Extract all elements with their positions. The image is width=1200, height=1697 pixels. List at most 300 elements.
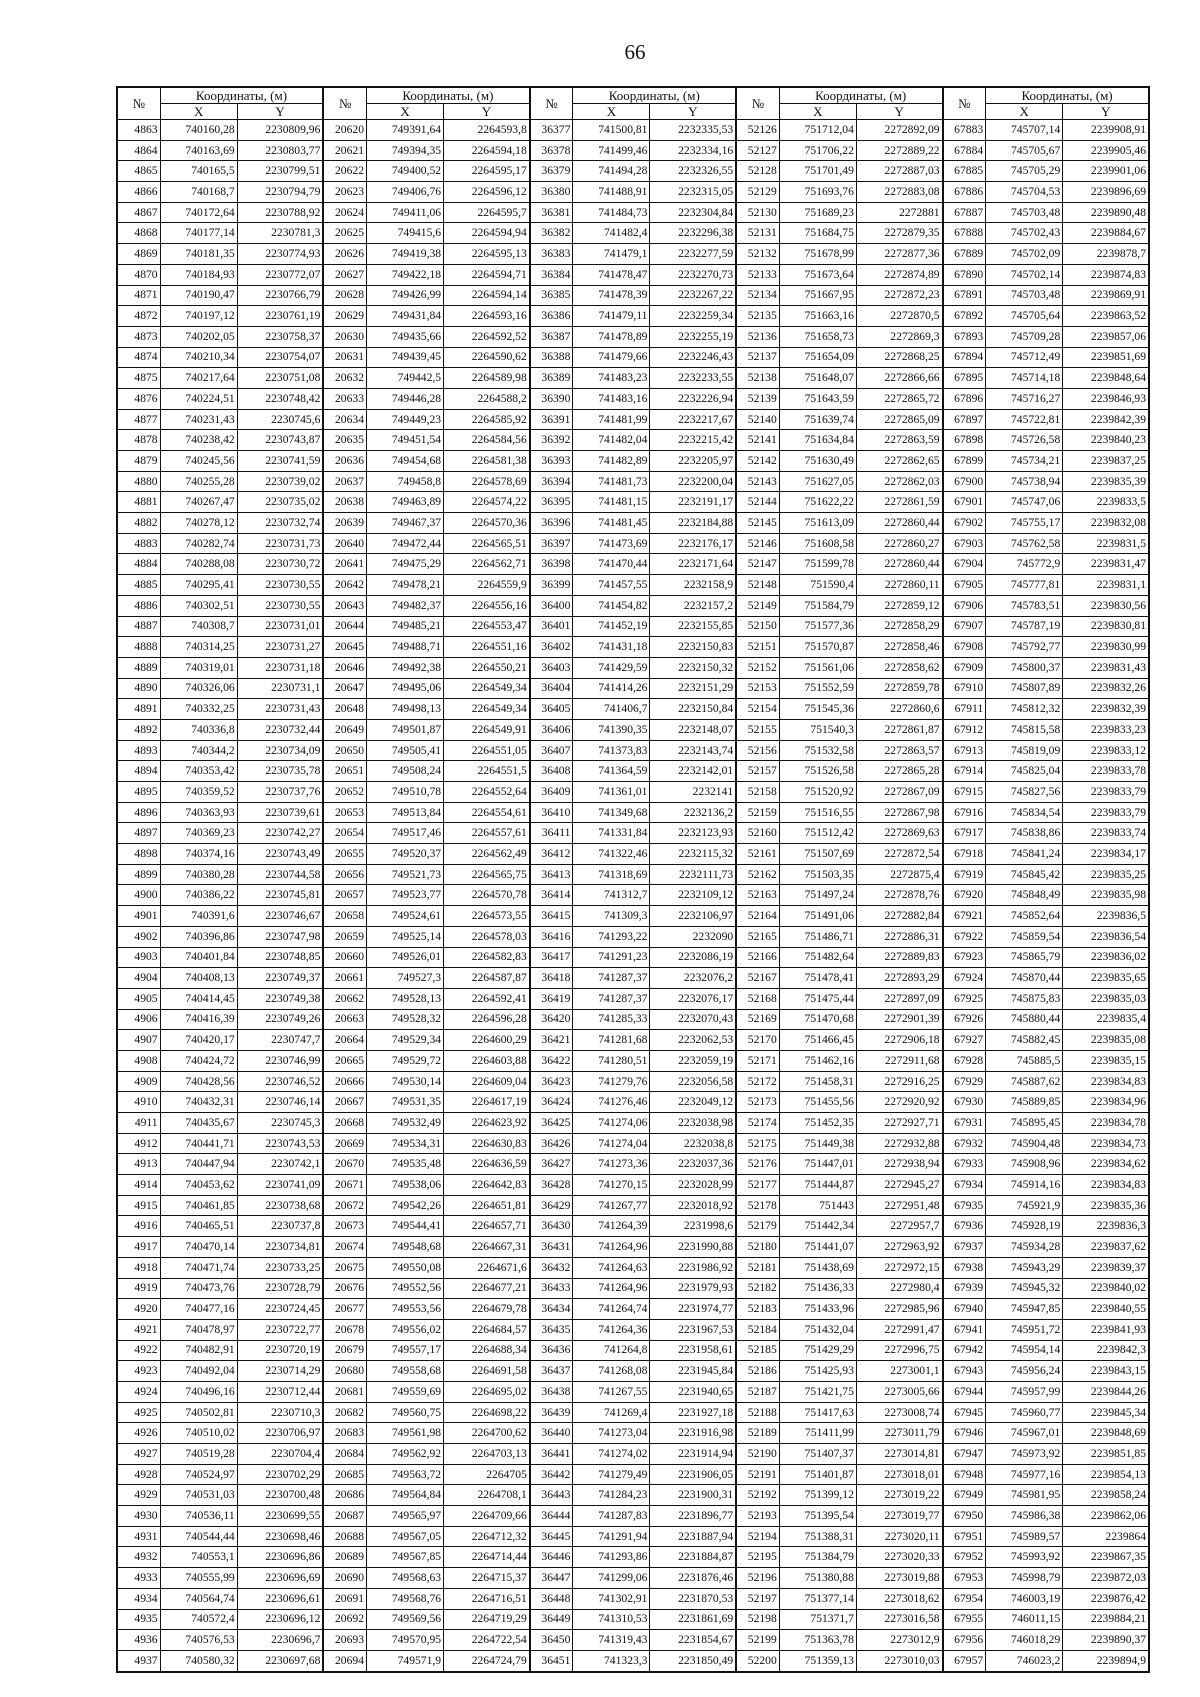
y-coordinate-cell: 2239890,48	[1063, 202, 1149, 223]
x-coordinate-cell: 741276,46	[573, 1092, 650, 1113]
y-coordinate-cell: 2230749,38	[237, 988, 323, 1009]
x-coordinate-cell: 740288,08	[160, 554, 237, 575]
x-coordinate-cell: 741274,04	[573, 1133, 650, 1154]
point-number-cell: 36406	[530, 719, 573, 740]
x-coordinate-cell: 749568,63	[366, 1568, 443, 1589]
table-row	[117, 1464, 1149, 1485]
x-coordinate-cell: 749505,41	[366, 740, 443, 761]
y-coordinate-cell: 2230758,37	[237, 326, 323, 347]
y-coordinate-cell: 2230743,49	[237, 844, 323, 865]
x-coordinate-cell: 740524,97	[160, 1464, 237, 1485]
x-coordinate-cell: 741264,36	[573, 1319, 650, 1340]
y-coordinate-cell: 2239835,15	[1063, 1050, 1149, 1071]
y-coordinate-cell: 2239908,91	[1063, 120, 1149, 141]
table-row	[117, 1588, 1149, 1609]
x-coordinate-cell: 749548,68	[366, 1237, 443, 1258]
x-coordinate-cell: 741287,83	[573, 1506, 650, 1527]
x-coordinate-cell: 749520,37	[366, 844, 443, 865]
point-number-cell: 52200	[736, 1650, 779, 1671]
x-coordinate-cell: 745709,28	[986, 326, 1063, 347]
x-coordinate-cell: 740428,56	[160, 1071, 237, 1092]
y-coordinate-cell: 2231896,77	[650, 1506, 736, 1527]
table-row	[117, 182, 1149, 203]
y-coordinate-cell: 2273005,66	[856, 1381, 942, 1402]
y-coordinate-cell: 2239832,26	[1063, 678, 1149, 699]
point-number-cell: 67886	[943, 182, 986, 203]
y-coordinate-cell: 2231906,05	[650, 1464, 736, 1485]
y-coordinate-cell: 2264553,47	[444, 616, 530, 637]
y-coordinate-cell: 2272889,22	[856, 140, 942, 161]
point-number-cell: 20681	[323, 1381, 366, 1402]
y-coordinate-cell: 2239884,21	[1063, 1609, 1149, 1630]
point-number-cell: 4923	[117, 1361, 160, 1382]
x-coordinate-cell: 741273,04	[573, 1423, 650, 1444]
point-number-cell: 36422	[530, 1050, 573, 1071]
point-number-cell: 52167	[736, 968, 779, 989]
point-number-cell: 36391	[530, 409, 573, 430]
table-row	[117, 699, 1149, 720]
x-coordinate-cell: 749488,71	[366, 637, 443, 658]
x-coordinate-cell: 751401,87	[779, 1464, 856, 1485]
x-coordinate-cell: 749446,28	[366, 388, 443, 409]
point-number-cell: 20654	[323, 823, 366, 844]
point-number-cell: 36421	[530, 1030, 573, 1051]
point-number-cell: 4870	[117, 264, 160, 285]
y-coordinate-cell: 2264636,59	[444, 1154, 530, 1175]
x-coordinate-cell: 741270,15	[573, 1175, 650, 1196]
point-number-cell: 20633	[323, 388, 366, 409]
y-coordinate-cell: 2239831,47	[1063, 554, 1149, 575]
x-coordinate-cell: 745986,38	[986, 1506, 1063, 1527]
x-coordinate-cell: 740163,69	[160, 140, 237, 161]
point-number-cell: 36450	[530, 1630, 573, 1651]
point-number-cell: 4931	[117, 1526, 160, 1547]
table-row	[117, 264, 1149, 285]
y-coordinate-cell: 2264592,41	[444, 988, 530, 1009]
point-number-cell: 52198	[736, 1609, 779, 1630]
table-row	[117, 864, 1149, 885]
y-coordinate-cell: 2232038,98	[650, 1113, 736, 1134]
point-number-cell: 4877	[117, 409, 160, 430]
x-coordinate-cell: 741479,66	[573, 347, 650, 368]
point-number-cell: 36414	[530, 885, 573, 906]
x-coordinate-cell: 746023,2	[986, 1650, 1063, 1671]
x-coordinate-cell: 741481,99	[573, 409, 650, 430]
table-row	[117, 1050, 1149, 1071]
y-coordinate-cell: 2239830,81	[1063, 616, 1149, 637]
header-x: X	[160, 104, 237, 120]
y-coordinate-cell: 2230737,8	[237, 1216, 323, 1237]
y-coordinate-cell: 2272865,28	[856, 761, 942, 782]
x-coordinate-cell: 741279,49	[573, 1464, 650, 1485]
point-number-cell: 4911	[117, 1113, 160, 1134]
y-coordinate-cell: 2230749,37	[237, 968, 323, 989]
table-row	[117, 906, 1149, 927]
x-coordinate-cell: 740238,42	[160, 430, 237, 451]
y-coordinate-cell: 2239833,12	[1063, 740, 1149, 761]
table-row	[117, 161, 1149, 182]
x-coordinate-cell: 745945,32	[986, 1278, 1063, 1299]
x-coordinate-cell: 745800,37	[986, 657, 1063, 678]
x-coordinate-cell: 751478,41	[779, 968, 856, 989]
y-coordinate-cell: 2272957,7	[856, 1216, 942, 1237]
point-number-cell: 52176	[736, 1154, 779, 1175]
y-coordinate-cell: 2264562,71	[444, 554, 530, 575]
point-number-cell: 67957	[943, 1650, 986, 1671]
x-coordinate-cell: 751497,24	[779, 885, 856, 906]
point-number-cell: 52164	[736, 906, 779, 927]
y-coordinate-cell: 2231854,67	[650, 1630, 736, 1651]
y-coordinate-cell: 2230698,46	[237, 1526, 323, 1547]
point-number-cell: 4864	[117, 140, 160, 161]
x-coordinate-cell: 740245,56	[160, 451, 237, 472]
x-coordinate-cell: 749556,02	[366, 1319, 443, 1340]
x-coordinate-cell: 751462,16	[779, 1050, 856, 1071]
y-coordinate-cell: 2230748,85	[237, 947, 323, 968]
y-coordinate-cell: 2264700,62	[444, 1423, 530, 1444]
y-coordinate-cell: 2273010,03	[856, 1650, 942, 1671]
point-number-cell: 4876	[117, 388, 160, 409]
x-coordinate-cell: 751433,96	[779, 1299, 856, 1320]
y-coordinate-cell: 2264593,16	[444, 306, 530, 327]
y-coordinate-cell: 2230704,4	[237, 1444, 323, 1465]
point-number-cell: 4875	[117, 368, 160, 389]
y-coordinate-cell: 2239830,56	[1063, 595, 1149, 616]
point-number-cell: 36439	[530, 1402, 573, 1423]
y-coordinate-cell: 2264570,36	[444, 513, 530, 534]
x-coordinate-cell: 745702,09	[986, 244, 1063, 265]
y-coordinate-cell: 2264715,37	[444, 1568, 530, 1589]
point-number-cell: 4889	[117, 657, 160, 678]
y-coordinate-cell: 2230794,79	[237, 182, 323, 203]
point-number-cell: 67927	[943, 1030, 986, 1051]
point-number-cell: 67916	[943, 802, 986, 823]
y-coordinate-cell: 2272862,03	[856, 471, 942, 492]
point-number-cell: 67949	[943, 1485, 986, 1506]
y-coordinate-cell: 2230745,81	[237, 885, 323, 906]
point-number-cell: 4901	[117, 906, 160, 927]
point-number-cell: 20636	[323, 451, 366, 472]
x-coordinate-cell: 741488,91	[573, 182, 650, 203]
x-coordinate-cell: 749478,21	[366, 575, 443, 596]
y-coordinate-cell: 2231998,6	[650, 1216, 736, 1237]
point-number-cell: 52145	[736, 513, 779, 534]
x-coordinate-cell: 751622,22	[779, 492, 856, 513]
y-coordinate-cell: 2230730,55	[237, 575, 323, 596]
x-coordinate-cell: 741483,23	[573, 368, 650, 389]
point-number-cell: 36423	[530, 1071, 573, 1092]
x-coordinate-cell: 741280,51	[573, 1050, 650, 1071]
y-coordinate-cell: 2272945,27	[856, 1175, 942, 1196]
x-coordinate-cell: 745928,19	[986, 1216, 1063, 1237]
y-coordinate-cell: 2264584,56	[444, 430, 530, 451]
point-number-cell: 67922	[943, 926, 986, 947]
point-number-cell: 67946	[943, 1423, 986, 1444]
x-coordinate-cell: 745956,24	[986, 1361, 1063, 1382]
point-number-cell: 67883	[943, 120, 986, 141]
point-number-cell: 4937	[117, 1650, 160, 1671]
x-coordinate-cell: 741269,4	[573, 1402, 650, 1423]
x-coordinate-cell: 740314,25	[160, 637, 237, 658]
x-coordinate-cell: 749394,35	[366, 140, 443, 161]
x-coordinate-cell: 745993,92	[986, 1547, 1063, 1568]
x-coordinate-cell: 751384,79	[779, 1547, 856, 1568]
x-coordinate-cell: 749406,76	[366, 182, 443, 203]
point-number-cell: 67893	[943, 326, 986, 347]
point-number-cell: 36395	[530, 492, 573, 513]
x-coordinate-cell: 740224,51	[160, 388, 237, 409]
y-coordinate-cell: 2231861,69	[650, 1609, 736, 1630]
x-coordinate-cell: 745895,45	[986, 1113, 1063, 1134]
point-number-cell: 67906	[943, 595, 986, 616]
point-number-cell: 67934	[943, 1175, 986, 1196]
x-coordinate-cell: 740420,17	[160, 1030, 237, 1051]
x-coordinate-cell: 749411,06	[366, 202, 443, 223]
header-number: №	[117, 87, 160, 120]
y-coordinate-cell: 2239845,34	[1063, 1402, 1149, 1423]
y-coordinate-cell: 2239836,3	[1063, 1216, 1149, 1237]
point-number-cell: 67894	[943, 347, 986, 368]
x-coordinate-cell: 741264,96	[573, 1237, 650, 1258]
y-coordinate-cell: 2264582,83	[444, 947, 530, 968]
point-number-cell: 4893	[117, 740, 160, 761]
y-coordinate-cell: 2272861,87	[856, 719, 942, 740]
y-coordinate-cell: 2230731,18	[237, 657, 323, 678]
x-coordinate-cell: 745848,49	[986, 885, 1063, 906]
y-coordinate-cell: 2230774,93	[237, 244, 323, 265]
table-row	[117, 1257, 1149, 1278]
x-coordinate-cell: 751429,29	[779, 1340, 856, 1361]
point-number-cell: 52143	[736, 471, 779, 492]
x-coordinate-cell: 749561,98	[366, 1423, 443, 1444]
x-coordinate-cell: 740344,2	[160, 740, 237, 761]
point-number-cell: 52136	[736, 326, 779, 347]
x-coordinate-cell: 740308,7	[160, 616, 237, 637]
y-coordinate-cell: 2230741,59	[237, 451, 323, 472]
y-coordinate-cell: 2264593,8	[444, 120, 530, 141]
x-coordinate-cell: 745807,89	[986, 678, 1063, 699]
point-number-cell: 20644	[323, 616, 366, 637]
y-coordinate-cell: 2239848,69	[1063, 1423, 1149, 1444]
y-coordinate-cell: 2272877,36	[856, 244, 942, 265]
x-coordinate-cell: 749527,3	[366, 968, 443, 989]
y-coordinate-cell: 2272859,12	[856, 595, 942, 616]
x-coordinate-cell: 740553,1	[160, 1547, 237, 1568]
x-coordinate-cell: 740471,74	[160, 1257, 237, 1278]
table-row	[117, 1113, 1149, 1134]
y-coordinate-cell: 2231940,65	[650, 1381, 736, 1402]
x-coordinate-cell: 741264,8	[573, 1340, 650, 1361]
y-coordinate-cell: 2230706,97	[237, 1423, 323, 1444]
y-coordinate-cell: 2230735,02	[237, 492, 323, 513]
point-number-cell: 36412	[530, 844, 573, 865]
y-coordinate-cell: 2230747,98	[237, 926, 323, 947]
y-coordinate-cell: 2264642,83	[444, 1175, 530, 1196]
point-number-cell: 20662	[323, 988, 366, 1009]
point-number-cell: 4896	[117, 802, 160, 823]
y-coordinate-cell: 2232123,93	[650, 823, 736, 844]
y-coordinate-cell: 2264594,71	[444, 264, 530, 285]
y-coordinate-cell: 2232233,55	[650, 368, 736, 389]
x-coordinate-cell: 740278,12	[160, 513, 237, 534]
x-coordinate-cell: 749529,72	[366, 1050, 443, 1071]
y-coordinate-cell: 2231990,88	[650, 1237, 736, 1258]
x-coordinate-cell: 741331,84	[573, 823, 650, 844]
y-coordinate-cell: 2272858,62	[856, 657, 942, 678]
point-number-cell: 20693	[323, 1630, 366, 1651]
point-number-cell: 20623	[323, 182, 366, 203]
point-number-cell: 20632	[323, 368, 366, 389]
x-coordinate-cell: 745705,29	[986, 161, 1063, 182]
x-coordinate-cell: 741484,73	[573, 202, 650, 223]
point-number-cell: 20624	[323, 202, 366, 223]
x-coordinate-cell: 741264,96	[573, 1278, 650, 1299]
point-number-cell: 36426	[530, 1133, 573, 1154]
x-coordinate-cell: 745981,95	[986, 1485, 1063, 1506]
x-coordinate-cell: 745702,14	[986, 264, 1063, 285]
x-coordinate-cell: 741291,94	[573, 1526, 650, 1547]
y-coordinate-cell: 2273001,1	[856, 1361, 942, 1382]
table-row	[117, 657, 1149, 678]
y-coordinate-cell: 2230696,86	[237, 1547, 323, 1568]
table-row	[117, 1340, 1149, 1361]
point-number-cell: 52189	[736, 1423, 779, 1444]
y-coordinate-cell: 2264549,91	[444, 719, 530, 740]
x-coordinate-cell: 751630,49	[779, 451, 856, 472]
point-number-cell: 52138	[736, 368, 779, 389]
x-coordinate-cell: 745841,24	[986, 844, 1063, 865]
y-coordinate-cell: 2239896,69	[1063, 182, 1149, 203]
point-number-cell: 36405	[530, 699, 573, 720]
y-coordinate-cell: 2272858,29	[856, 616, 942, 637]
point-number-cell: 20683	[323, 1423, 366, 1444]
point-number-cell: 36442	[530, 1464, 573, 1485]
table-row	[117, 1402, 1149, 1423]
x-coordinate-cell: 741452,19	[573, 616, 650, 637]
x-coordinate-cell: 741284,23	[573, 1485, 650, 1506]
point-number-cell: 4908	[117, 1050, 160, 1071]
point-number-cell: 4899	[117, 864, 160, 885]
table-row	[117, 492, 1149, 513]
x-coordinate-cell: 741264,39	[573, 1216, 650, 1237]
y-coordinate-cell: 2230710,3	[237, 1402, 323, 1423]
x-coordinate-cell: 745777,81	[986, 575, 1063, 596]
point-number-cell: 20625	[323, 223, 366, 244]
point-number-cell: 52196	[736, 1568, 779, 1589]
point-number-cell: 67915	[943, 782, 986, 803]
point-number-cell: 67896	[943, 388, 986, 409]
x-coordinate-cell: 745787,19	[986, 616, 1063, 637]
x-coordinate-cell: 751443	[779, 1195, 856, 1216]
point-number-cell: 36399	[530, 575, 573, 596]
y-coordinate-cell: 2239833,5	[1063, 492, 1149, 513]
x-coordinate-cell: 740353,42	[160, 761, 237, 782]
x-coordinate-cell: 749415,6	[366, 223, 443, 244]
point-number-cell: 4918	[117, 1257, 160, 1278]
point-number-cell: 52142	[736, 451, 779, 472]
point-number-cell: 36398	[530, 554, 573, 575]
y-coordinate-cell: 2239835,4	[1063, 1009, 1149, 1030]
point-number-cell: 67952	[943, 1547, 986, 1568]
point-number-cell: 36396	[530, 513, 573, 534]
x-coordinate-cell: 751442,34	[779, 1216, 856, 1237]
y-coordinate-cell: 2273019,77	[856, 1506, 942, 1527]
x-coordinate-cell: 751491,06	[779, 906, 856, 927]
point-number-cell: 52127	[736, 140, 779, 161]
x-coordinate-cell: 745772,9	[986, 554, 1063, 575]
y-coordinate-cell: 2232086,19	[650, 947, 736, 968]
x-coordinate-cell: 751444,87	[779, 1175, 856, 1196]
point-number-cell: 20687	[323, 1506, 366, 1527]
y-coordinate-cell: 2239846,93	[1063, 388, 1149, 409]
point-number-cell: 36390	[530, 388, 573, 409]
x-coordinate-cell: 740564,74	[160, 1588, 237, 1609]
x-coordinate-cell: 749535,48	[366, 1154, 443, 1175]
y-coordinate-cell: 2264714,44	[444, 1547, 530, 1568]
point-number-cell: 67914	[943, 761, 986, 782]
x-coordinate-cell: 745954,14	[986, 1340, 1063, 1361]
x-coordinate-cell: 751570,87	[779, 637, 856, 658]
x-coordinate-cell: 740172,64	[160, 202, 237, 223]
y-coordinate-cell: 2239837,25	[1063, 451, 1149, 472]
x-coordinate-cell: 741273,36	[573, 1154, 650, 1175]
table-row	[117, 533, 1149, 554]
x-coordinate-cell: 740580,32	[160, 1650, 237, 1671]
y-coordinate-cell: 2239840,02	[1063, 1278, 1149, 1299]
page-number: 66	[624, 40, 646, 64]
x-coordinate-cell: 745914,16	[986, 1175, 1063, 1196]
x-coordinate-cell: 740396,86	[160, 926, 237, 947]
x-coordinate-cell: 751475,44	[779, 988, 856, 1009]
y-coordinate-cell: 2264588,2	[444, 388, 530, 409]
x-coordinate-cell: 740465,51	[160, 1216, 237, 1237]
point-number-cell: 67917	[943, 823, 986, 844]
table-row	[117, 1444, 1149, 1465]
x-coordinate-cell: 740408,13	[160, 968, 237, 989]
x-coordinate-cell: 745762,58	[986, 533, 1063, 554]
point-number-cell: 36401	[530, 616, 573, 637]
point-number-cell: 4878	[117, 430, 160, 451]
y-coordinate-cell: 2230742,1	[237, 1154, 323, 1175]
y-coordinate-cell: 2272865,09	[856, 409, 942, 430]
y-coordinate-cell: 2230700,48	[237, 1485, 323, 1506]
y-coordinate-cell: 2230696,69	[237, 1568, 323, 1589]
x-coordinate-cell: 751658,73	[779, 326, 856, 347]
y-coordinate-cell: 2273018,01	[856, 1464, 942, 1485]
point-number-cell: 36438	[530, 1381, 573, 1402]
point-number-cell: 52165	[736, 926, 779, 947]
y-coordinate-cell: 2232136,2	[650, 802, 736, 823]
table-row	[117, 513, 1149, 534]
y-coordinate-cell: 2272886,31	[856, 926, 942, 947]
point-number-cell: 36388	[530, 347, 573, 368]
point-number-cell: 52140	[736, 409, 779, 430]
point-number-cell: 36394	[530, 471, 573, 492]
point-number-cell: 67950	[943, 1506, 986, 1527]
point-number-cell: 36389	[530, 368, 573, 389]
point-number-cell: 67898	[943, 430, 986, 451]
y-coordinate-cell: 2239842,3	[1063, 1340, 1149, 1361]
y-coordinate-cell: 2230731,73	[237, 533, 323, 554]
table-row	[117, 306, 1149, 327]
y-coordinate-cell: 2232217,67	[650, 409, 736, 430]
point-number-cell: 67928	[943, 1050, 986, 1071]
table-row	[117, 1299, 1149, 1320]
table-row	[117, 368, 1149, 389]
point-number-cell: 20680	[323, 1361, 366, 1382]
point-number-cell: 20673	[323, 1216, 366, 1237]
header-number: №	[323, 87, 366, 120]
